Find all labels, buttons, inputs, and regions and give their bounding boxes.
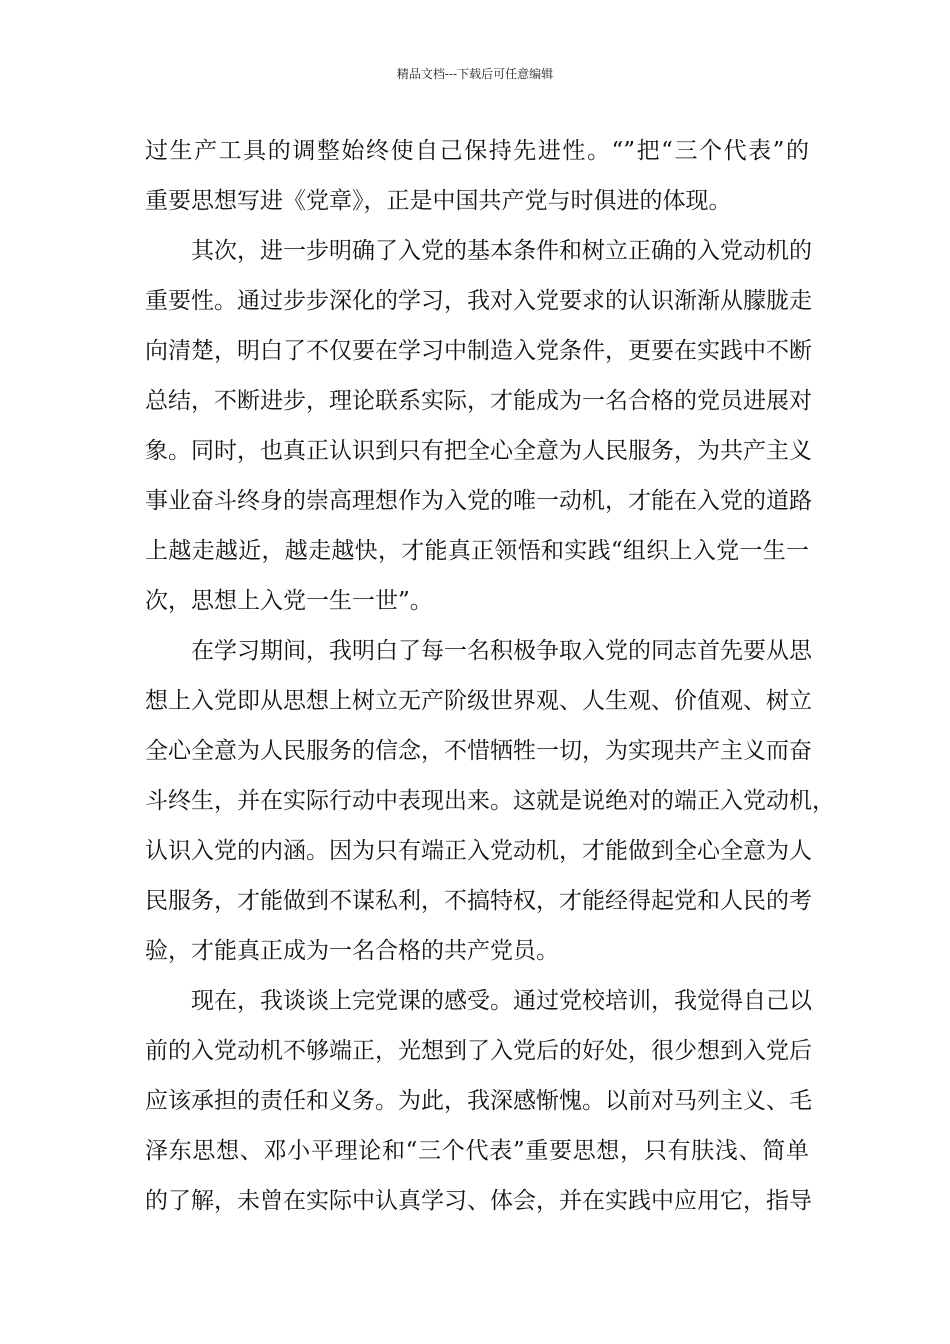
text-line: 过生产工具的调整始终使自己保持先进性。“”把“三个代表”的 [145,138,809,164]
text-line: 泽东思想、邓小平理论和“三个代表”重要思想，只有肤浅、简单 [145,1138,809,1164]
text-line: 应该承担的责任和义务。为此，我深感惭愧。以前对马列主义、毛 [145,1088,812,1114]
text-line: 的了解，未曾在实际中认真学习、体会，并在实践中应用它，指导 [145,1188,812,1214]
text-line: 其次，进一步明确了入党的基本条件和树立正确的入党动机的 [191,238,812,264]
text-line: 事业奋斗终身的崇高理想作为入党的唯一动机，才能在入党的道路 [145,488,812,514]
text-line: 现在，我谈谈上完党课的感受。通过党校培训，我觉得自己以 [191,988,812,1014]
document-body [145,126,835,1226]
paragraph [145,126,809,226]
page-header: 精品文档---下载后可任意编辑 [396,67,554,81]
paragraph [145,976,812,1226]
paragraph [145,626,835,976]
text-line: 民服务，才能做到不谋私利，不搞特权，才能经得起党和人民的考 [145,888,812,914]
text-line: 上越走越近，越走越快，才能真正领悟和实践“组织上入党一生一 [145,538,809,564]
text-line: 全心全意为人民服务的信念，不惜牺牲一切，为实现共产主义而奋 [145,738,812,764]
text-line: 想上入党即从思想上树立无产阶级世界观、人生观、价值观、树立 [145,688,812,714]
text-line: 认识入党的内涵。因为只有端正入党动机，才能做到全心全意为人 [145,838,812,864]
text-line: 重要性。通过步步深化的学习，我对入党要求的认识渐渐从朦胧走 [145,288,812,314]
text-line: 总结，不断进步，理论联系实际，才能成为一名合格的党员进展对 [145,388,812,414]
text-line: 向清楚，明白了不仅要在学习中制造入党条件，更要在实践中不断 [145,338,812,364]
paragraph [145,226,812,626]
text-line: 前的入党动机不够端正，光想到了入党后的好处，很少想到入党后 [145,1038,812,1064]
text-line: 验，才能真正成为一名合格的共产党员。 [145,938,559,964]
text-line: 在学习期间，我明白了每一名积极争取入党的同志首先要从思 [191,638,812,664]
text-line: 次，思想上入党一生一世”。 [145,588,433,614]
text-line: 重要思想写进《党章》，正是中国共产党与时俱进的体现。 [145,188,732,214]
text-line: 斗终生，并在实际行动中表现出来。这就是说绝对的端正入党动机， [145,788,835,814]
text-line: 象。同时，也真正认识到只有把全心全意为人民服务，为共产主义 [145,438,812,464]
